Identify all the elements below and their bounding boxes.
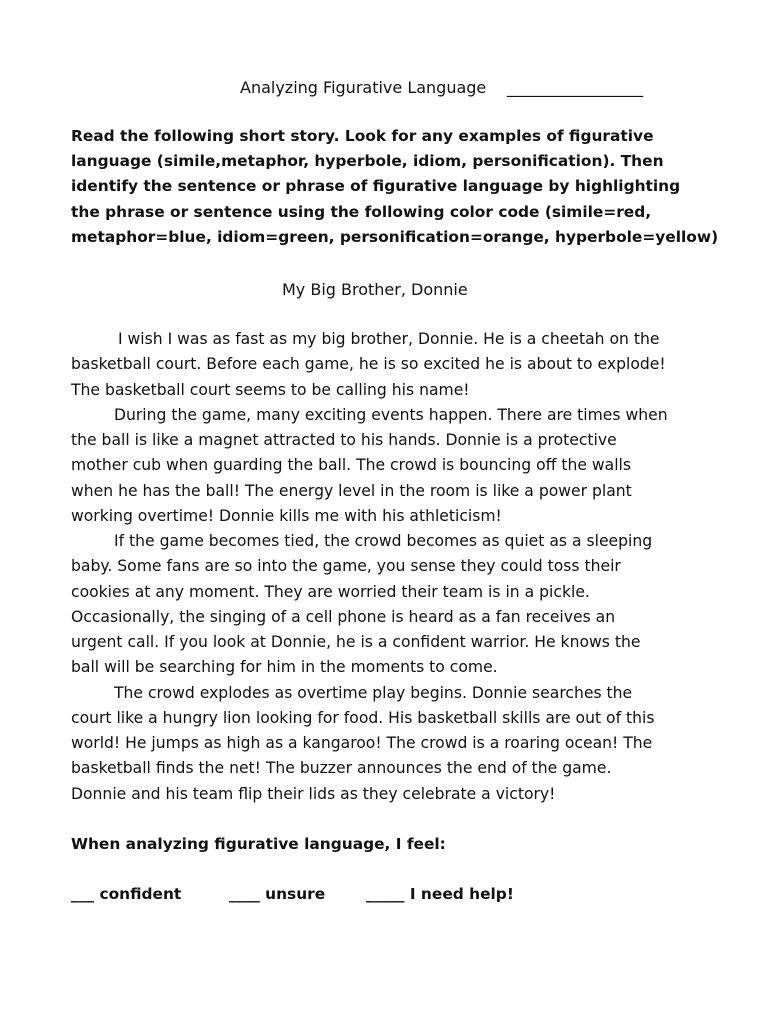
instructions-line: identify the sentence or phrase of figurative language by highlighting [71, 177, 681, 196]
story-line: ball will be searching for him in the moments to come. [71, 658, 498, 677]
worksheet-header [0, 76, 770, 102]
story-line: world! He jumps as high as a kangaroo! The crowd is a roaring ocean! The [71, 734, 653, 752]
story-line: Donnie and his team flip their lids as they celebrate a victory! [71, 784, 556, 803]
story-line: The basketball court seems to be calling his name! [71, 380, 470, 399]
story-line: cookies at any moment. They are worried their team is in a pickle. [71, 582, 590, 601]
name-blank-line: _________________ [507, 78, 643, 97]
story-line: If the game becomes tied, the crowd becomes as quiet as a sleeping [114, 532, 653, 550]
option-unsure: ____ unsure [229, 885, 326, 903]
story-line: mother cub when guarding the ball. The crowd is bouncing off the walls [71, 456, 631, 475]
option-confident: ___ confident [71, 885, 182, 903]
story-line: baby. Some fans are so into the game, you sense they could toss their [71, 557, 621, 576]
story-line: the ball is like a magnet attracted to his hands. Donnie is a protective [71, 431, 617, 449]
worksheet-title: Analyzing Figurative Language [240, 78, 487, 97]
instructions-line: Read the following short story. Look for any examples of figurative [71, 127, 654, 145]
story-body [71, 327, 721, 807]
instructions-paragraph [71, 124, 719, 250]
option-need-help: _____ I need help! [366, 885, 514, 903]
reflection-options [71, 882, 721, 908]
story-line: working overtime! Donnie kills me with his athleticism! [71, 506, 502, 525]
story-line: basketball finds the net! The buzzer announces the end of the game. [71, 759, 612, 778]
story-line: Occasionally, the singing of a cell phone is heard as a fan receives an [71, 607, 616, 626]
instructions-line: metaphor=blue, idiom=green, personification=orange, hyperbole=yellow) [71, 227, 719, 246]
story-line: The crowd explodes as overtime play begins. Donnie searches the [114, 683, 633, 702]
story-line: During the game, many exciting events happen. There are times when [114, 405, 668, 424]
instructions-line: the phrase or sentence using the following color code (simile=red, [71, 202, 652, 221]
story-line: when he has the ball! The energy level in the room is like a power plant [71, 481, 632, 500]
reflection-prompt: When analyzing figurative language, I feel: [71, 835, 446, 853]
story-line: I wish I was as fast as my big brother, Donnie. He is a cheetah on the [118, 330, 660, 348]
story-title: My Big Brother, Donnie [282, 280, 468, 299]
instructions-line: language (simile,metaphor, hyperbole, idiom, personification). Then [71, 152, 664, 171]
story-line: court like a hungry lion looking for food. His basketball skills are out of this [71, 708, 655, 727]
story-line: urgent call. If you look at Donnie, he is a confident warrior. He knows the [71, 633, 641, 651]
story-line: basketball court. Before each game, he is so excited he is about to explode! [71, 355, 666, 374]
